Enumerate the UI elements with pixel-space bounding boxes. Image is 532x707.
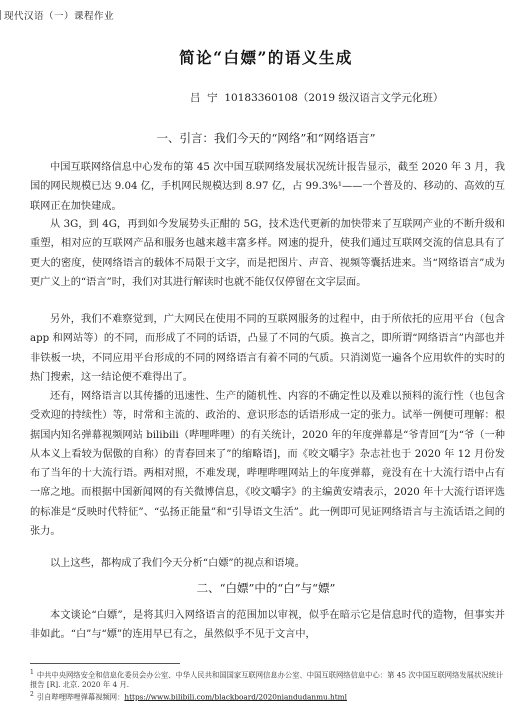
footnote-2-number: 2 bbox=[30, 691, 34, 698]
paragraph-4: 还有，网络语言以其传播的迅速性、生产的随机性、内容的不确定性以及难以预料的流行性（也包含受欢迎的持续性）等，时常和主流的、政治的、意识形态的话语形成一定的张力。试举一例便可理解：根据国内知名弹幕视频网站 bilibili（哔哩哔哩）的有关统计，2020 年的年度弹幕是“爷青回”[为“爷（一种从本义上看较为倨傲的自称）的青春回来了”的缩略语]，而《咬文嚼字》杂志社也于 2020 年 12 月份发布了当年的十大流行语。两相对照，不难发现，哔哩哔哩网站上的年度弹幕，竟没有在十大流行语中占有一席之地。而根据中国新闻网的有关微博信息，《咬文嚼字》的主编黄安靖表示，2020 年十大流行语评选的标准是“反映时代特征”、“弘扬正能量”和“引导语文生活”。此一例即可见证网络语言与主流话语之间的张力。 bbox=[30, 391, 505, 538]
section-heading-2: 二、“白嫖”中的“白”与“嫖” bbox=[196, 581, 336, 595]
running-header: 现代汉语（一）课程作业 bbox=[4, 11, 115, 22]
paragraph-3: 另外，我们不难察觉到，广大网民在使用不同的互联网服务的过程中，由于所依托的应用平台（包含 app 和网站等）的不同，而形成了不同的话语，凸显了不同的气质。换言之，即所谓“网络语言”内部也并非铁板一块，不同应用平台形成的不同的网络语言有着不同的气质。只消浏览一遍各个应用软件的实时的热门搜索，这一结论便不难得出了。 bbox=[30, 314, 505, 383]
page-title: 简论“白嫖”的语义生成 bbox=[179, 48, 353, 67]
footnote-1 bbox=[30, 668, 510, 690]
paragraph-1: 中国互联网络信息中心发布的第 45 次中国互联网络发展状况统计报告显示，截至 2020 年 3 月，我国的网民规模已达 9.04 亿，手机网民规模达到 8.97 亿，占 99.3%¹——一个普及的、移动的、高效的互联网正在加快建成。 bbox=[30, 162, 505, 212]
footnote-2-text: 引自哔哩哔哩弹幕视频网： bbox=[36, 692, 125, 702]
section-heading-1: 一、引言：我们今天的“网络”和“网络语言” bbox=[156, 131, 376, 145]
footnote-2-link[interactable]: https://www.bilibili.com/blackboard/2020niandudanmu.html bbox=[124, 692, 347, 702]
footnote-1-text: 中共中央网络安全和信息化委员会办公室、中华人民共和国国家互联网信息办公室、中国互联网络信息中心：第 45 次中国互联网络发展状况统计报告 [R]. 北京. 2020 年 4 月. bbox=[30, 670, 504, 690]
paragraph-2: 从 3G，到 4G，再到如今发展势头正酣的 5G，技术迭代更新的加快带来了互联网产业的不断升级和重塑，相对应的互联网产品和服务也越来越丰富多样。网速的提升，使我们通过互联网交流的信息具有了更大的密度，使网络语言的载体不局限于文字，而是把图片、声音、视频等囊括进来。当“网络语言”成为更广义上的“语言”时，我们对其进行解读时也就不能仅仅停留在文字层面。 bbox=[30, 219, 505, 288]
paragraph-5: 以上这些，都构成了我们今天分析“白嫖”的视点和语境。 bbox=[50, 558, 305, 569]
paragraph-6: 本文谈论“白嫖”，是将其归入网络语言的范围加以审视，似乎在暗示它是信息时代的造物，但事实并非如此。“白”与“嫖”的连用早已有之，虽然似乎不见于文言中， bbox=[30, 610, 505, 641]
footnote-1-number: 1 bbox=[30, 669, 34, 676]
author-line: 吕 宁 10183360108（2019 级汉语言文学元化班） bbox=[190, 92, 444, 104]
footnote-divider bbox=[30, 663, 180, 664]
footnote-2 bbox=[30, 690, 510, 702]
